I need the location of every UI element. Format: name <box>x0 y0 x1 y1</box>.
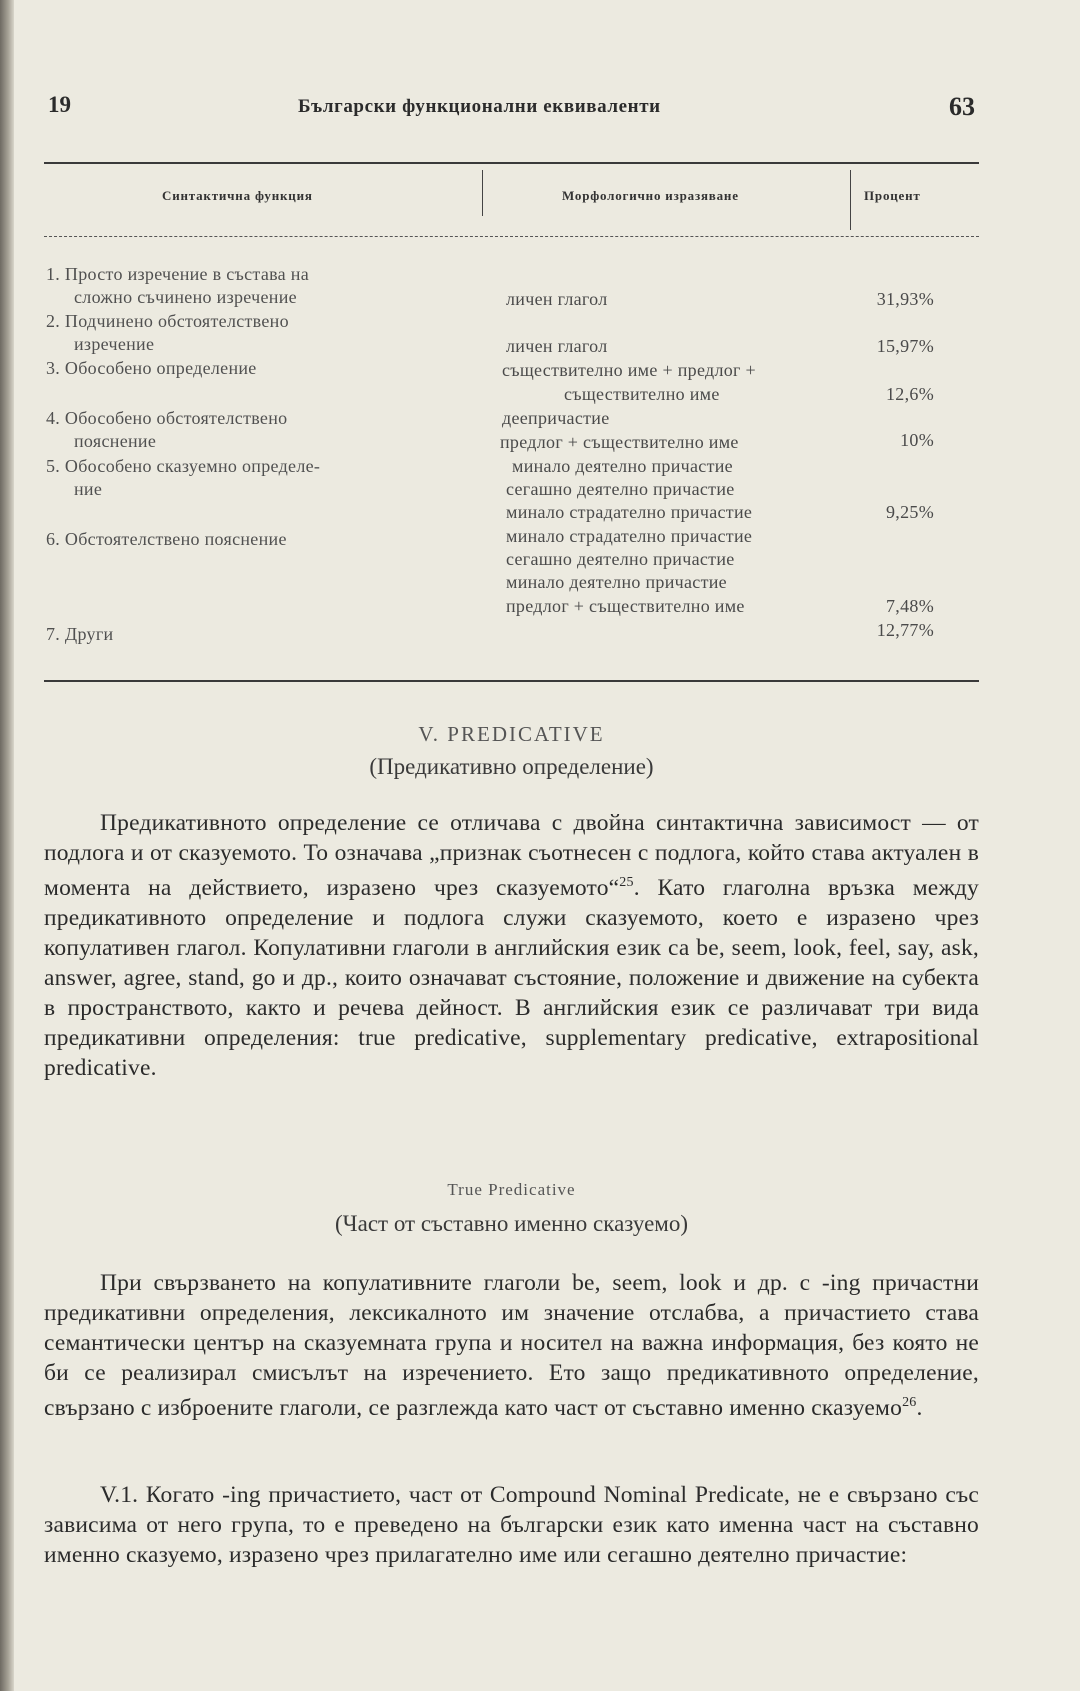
paragraph: V.1. Когато -ing причастието, част от Compound Nominal Predicate, не е свързано със зависима от него група, то е преведено на български език като именна част на съставно именно сказуемо, изразено чрез прилагателно име или сегашно деятелно причастие: <box>44 1482 979 1568</box>
function-cell: 3. Обособено определение <box>46 358 257 378</box>
morphology-cell: съществително име <box>564 384 720 404</box>
running-title: Български функционални еквиваленти <box>298 96 661 117</box>
header-percent: Процент <box>864 188 921 203</box>
function-cell: ние <box>74 479 103 499</box>
paragraph: Предикативното определение се отличава с двойна синтактична зависимост — от подлога и от сказуемото. То означава „признак съотнесен с подлога, който става актуален в момента на действието, изразено чрез сказуемото“$^{25}$. Като глаголна връзка между предикативното определение и подлога служи сказуемото, което е изразено чрез копулативен глагол. Копулативни глаголи в английския език са be, seem, look, feel, say, ask, answer, agree, stand, go и др., които означават състояние, положение и движение на субекта в пространството, както и речева дейност. В английския език се различават три вида предикативни определения: true predicative, supplementary predicative, extrapositional predicative. <box>44 810 979 1081</box>
footnote-ref: 26 <box>902 1395 917 1410</box>
morphology-cell: съществително име + предлог + <box>502 360 756 380</box>
morphology-cell: минало страдателно причастие <box>506 502 753 522</box>
column-separator <box>482 170 483 216</box>
table-top-rule <box>44 162 979 164</box>
paragraph: При свързването на копулативните глаголи be, seem, look и др. с -ing причастни предикативни определения, лексикалното им значение отслабва, а причастието става семантически център на сказуемната група и носител на важна информация, без която не би се реализирал смисълът на изречението. Ето защо предикативното определение, свързано с изброените глаголи, се разглежда като част от съставно именно сказуемо$^{26}$. <box>44 1270 979 1421</box>
morphology-cell: сегашно деятелно причастие <box>506 479 735 499</box>
morphology-cell: предлог + съществително име <box>500 432 739 452</box>
function-cell: 7. Други <box>46 624 114 644</box>
left-page-number: 19 <box>48 92 71 117</box>
percent-cell: 31,93% <box>876 289 934 309</box>
percent-cell: 9,25% <box>886 502 934 522</box>
running-head <box>48 88 979 128</box>
function-cell: изречение <box>74 334 155 354</box>
percent-cell: 15,97% <box>876 336 934 356</box>
function-cell: 6. Обстоятелствено пояснение <box>46 529 287 549</box>
function-cell: 5. Обособено сказуемно определе- <box>46 456 321 476</box>
subsection-heading: True Predicative <box>447 1180 576 1199</box>
header-morphology: Морфологично изразяване <box>562 188 739 203</box>
header-function: Синтактична функция <box>162 188 313 203</box>
page-number: 63 <box>949 92 975 121</box>
column-separator <box>850 170 851 230</box>
morphology-cell: личен глагол <box>506 336 608 356</box>
table-bottom-rule <box>44 680 979 682</box>
percent-cell: 7,48% <box>886 596 934 616</box>
section-subheading: (Предикативно определение) <box>369 754 654 779</box>
morphology-cell: деепричастие <box>502 408 610 428</box>
function-cell: 1. Просто изречение в състава на <box>46 264 309 284</box>
morphology-cell: сегашно деятелно причастие <box>506 549 735 569</box>
header-rule <box>44 236 979 237</box>
percent-cell: 10% <box>900 430 934 450</box>
morphology-cell: предлог + съществително име <box>506 596 745 616</box>
book-binding-shadow <box>0 0 14 1691</box>
percent-cell: 12,6% <box>886 384 934 404</box>
morphology-cell: личен глагол <box>506 289 608 309</box>
section-heading: V. PREDICATIVE <box>418 722 605 746</box>
function-cell: пояснение <box>74 431 157 451</box>
percent-cell: 12,77% <box>876 620 934 640</box>
morphology-cell: минало деятелно причастие <box>512 456 733 476</box>
subsection-subheading: (Част от съставно именно сказуемо) <box>335 1211 688 1236</box>
footnote-ref: 25 <box>619 875 634 890</box>
function-cell: 2. Подчинено обстоятелствено <box>46 311 289 331</box>
book-page <box>44 0 979 1691</box>
function-cell: 4. Обособено обстоятелствено <box>46 408 288 428</box>
function-table <box>44 162 979 684</box>
morphology-cell: минало страдателно причастие <box>506 526 753 546</box>
function-cell: сложно съчинено изречение <box>74 287 297 307</box>
morphology-cell: минало деятелно причастие <box>506 572 727 592</box>
